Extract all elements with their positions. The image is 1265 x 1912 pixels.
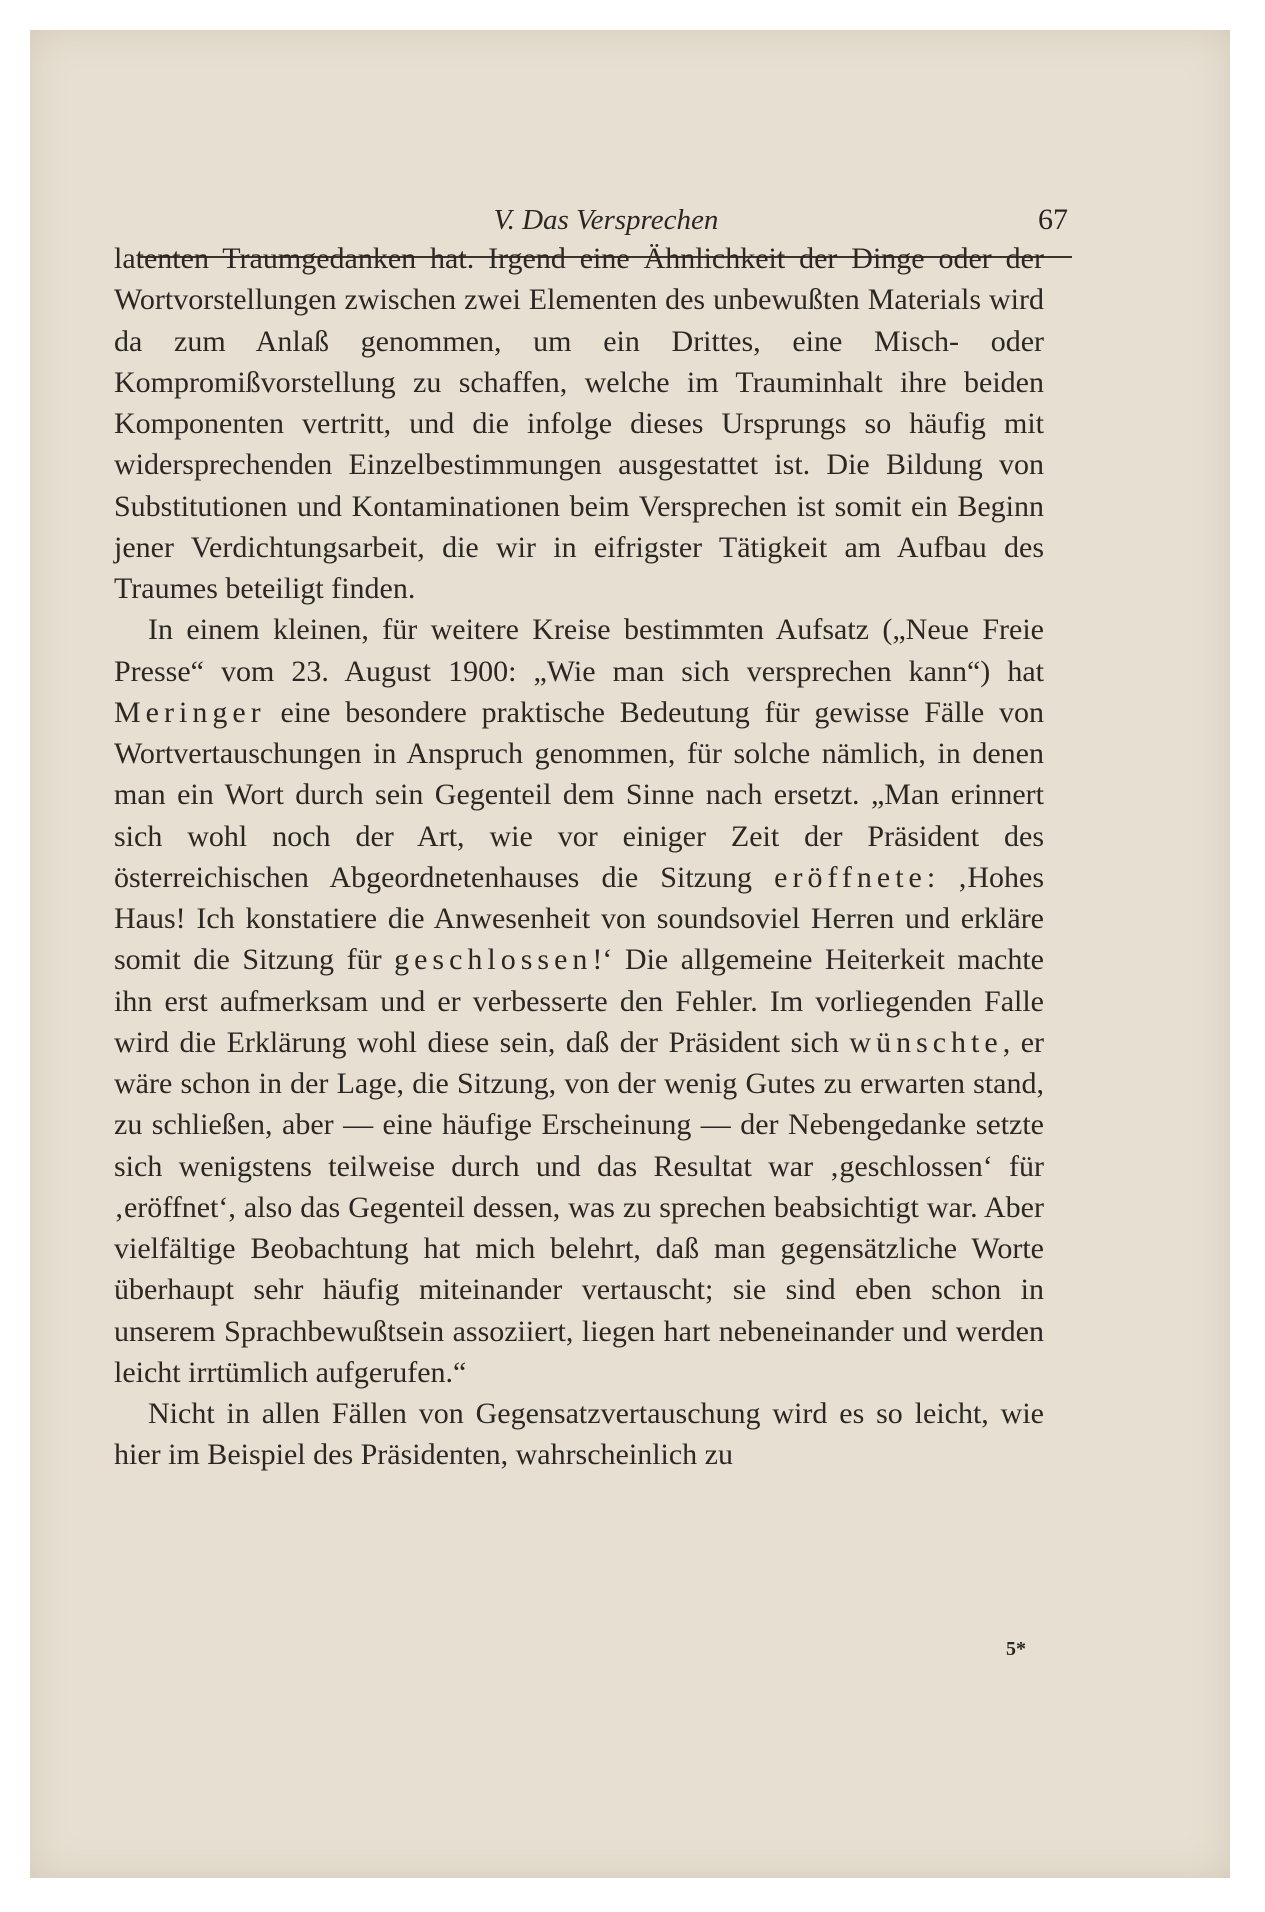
paragraph-3: Nicht in allen Fällen von Gegensatzvertauschung wird es so leicht, wie hier im Beispiel des Präsidenten, wahrscheinlich zu xyxy=(114,1397,1044,1472)
page-body xyxy=(114,238,1044,1476)
paragraph-2-text-b: eine besondere praktische Bedeutung für gewisse Fälle von Wortvertauschungen in Anspruch genommen, für solche nämlich, in denen man ein Wort durch sein Gegenteil dem Sinne nach ersetzt. „Man erinnert sich wohl noch der Art, wie vor einiger Zeit der Präsident des österreichischen Abgeordnetenhauses die Sitzung xyxy=(114,695,1045,894)
paragraph-2-text-a: In einem kleinen, für weitere Kreise bestimmten Aufsatz („Neue Freie Presse“ vom 23. August 1900: „Wie man sich versprechen kann“) hat xyxy=(114,613,1044,688)
spaced-word-eroeffnete: eröffnete xyxy=(774,860,927,894)
spaced-name-meringer: Meringer xyxy=(114,695,266,729)
paragraph-2-text-c: : ‚Hohes Haus! Ich konstatiere die Anwesenheit von soundsoviel Herren und erkläre somit die Sitzung für xyxy=(114,860,1045,977)
paragraph-2-text-d: !‘ Die allgemeine Heiterkeit machte ihn erst aufmerksam und er verbesserte den Fehler. Im vorliegenden Falle wird die Erklärung wohl diese sein, daß der Präsident sich xyxy=(114,943,1044,1059)
spaced-word-geschlossen: geschlossen xyxy=(394,943,593,977)
paragraph-2 xyxy=(114,609,1044,1393)
signature-mark: 5* xyxy=(1006,1638,1026,1660)
running-title: V. Das Versprechen xyxy=(493,204,719,236)
spaced-word-wuenschte: wünschte xyxy=(849,1025,1003,1059)
paragraph-1: latenten Traumgedanken hat. Irgend eine Ähnlichkeit der Dinge oder der Wortvorstellungen zwischen zwei Elementen des unbewußten Materials wird da zum Anlaß genommen, um ein Drittes, eine Misch- oder Kompromißvorstellung zu schaffen, welche im Trauminhalt ihre beiden Komponenten vertritt, und die infolge dieses Ursprungs so häufig mit widersprechenden Einzelbestimmungen ausgestattet ist. Die Bildung von Substitutionen und Kontaminationen beim Versprechen ist somit ein Beginn jener Verdichtungsarbeit, die wir in eifrigster Tätigkeit am Aufbau des Traumes beteiligt finden. xyxy=(114,242,1044,605)
page-number: 67 xyxy=(1038,203,1068,236)
paragraph-2-text-e: , er wäre schon in der Lage, die Sitzung, von der wenig Gutes zu erwarten stand, zu schließen, aber — eine häufige Erscheinung — der Nebengedanke setzte sich wenigstens teilweise durch und das Resultat war ‚geschlossen‘ für ‚eröffnet‘, also das Gegenteil dessen, was zu sprechen beabsichtigt war. Aber vielfältige Beobachtung hat mich belehrt, daß man gegensätzliche Worte überhaupt sehr häufig miteinander vertauscht; sie sind eben schon in unserem Sprachbewußtsein assoziiert, liegen hart nebeneinander und werden leicht irrtümlich aufgerufen.“ xyxy=(114,1025,1044,1389)
